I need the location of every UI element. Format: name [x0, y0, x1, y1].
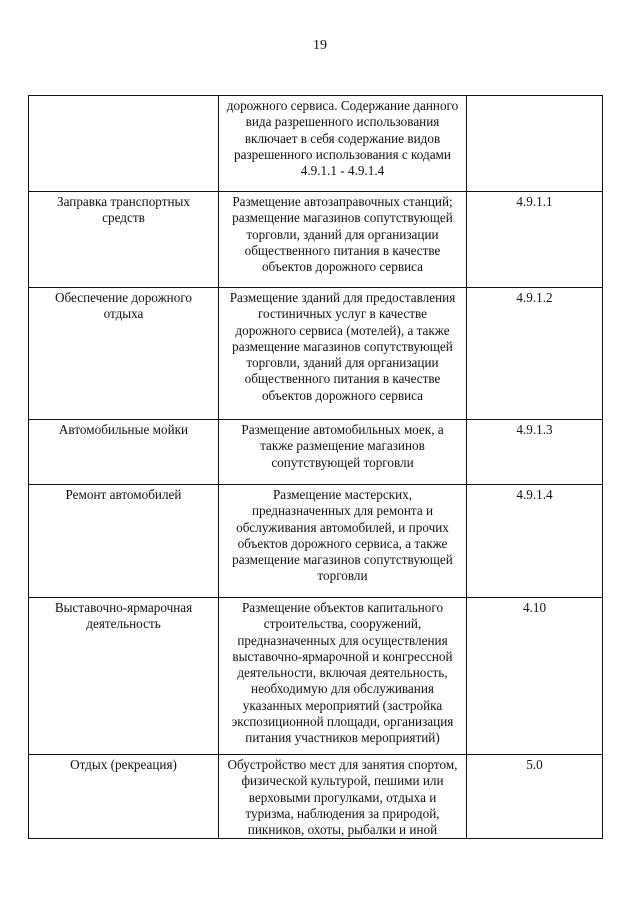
- use-name-cell: Отдых (рекреация): [29, 755, 219, 839]
- use-description-cell: Размещение автозаправочных станций; размещение магазинов сопутствующей торговли, зданий для организации общественного питания в качестве объектов дорожного сервиса: [219, 192, 467, 288]
- use-description-cell: Размещение объектов капитального строительства, сооружений, предназначенных для осуществления выставочно-ярмарочной и конгрессной деятельности, включая деятельность, необходимую для обслуживания указанных мероприятий (застройка экспозиционной площади, организация питания участников мероприятий): [219, 598, 467, 755]
- use-description-cell: дорожного сервиса. Содержание данного вида разрешенного использования включает в себя содержание видов разрешенного использования с кодами 4.9.1.1 - 4.9.1.4: [219, 96, 467, 192]
- use-name-cell: Выставочно-ярмарочная деятельность: [29, 598, 219, 755]
- use-name-cell: Обеспечение дорожного отдыха: [29, 288, 219, 420]
- table-row: [29, 755, 603, 839]
- use-code-cell: 4.10: [467, 598, 603, 755]
- use-description-cell: Размещение автомобильных моек, а также размещение магазинов сопутствующей торговли: [219, 420, 467, 485]
- table-row: [29, 420, 603, 485]
- use-code-cell: 5.0: [467, 755, 603, 839]
- use-name-cell: Автомобильные мойки: [29, 420, 219, 485]
- use-code-cell: 4.9.1.1: [467, 192, 603, 288]
- use-name-cell: [29, 96, 219, 192]
- use-code-cell: 4.9.1.3: [467, 420, 603, 485]
- use-code-cell: [467, 96, 603, 192]
- table-row: [29, 598, 603, 755]
- use-code-cell: 4.9.1.4: [467, 485, 603, 598]
- use-description-cell: Размещение зданий для предоставления гостиничных услуг в качестве дорожного сервиса (мотелей), а также размещение магазинов сопутствующей торговли, зданий для организации общественного питания в качестве объектов дорожного сервиса: [219, 288, 467, 420]
- land-use-table: [28, 95, 603, 839]
- use-name-cell: Заправка транспортных средств: [29, 192, 219, 288]
- page-number: 19: [313, 38, 327, 53]
- table-row: [29, 485, 603, 598]
- use-description-cell: Обустройство мест для занятия спортом, физической культурой, пешими или верховыми прогулками, отдыха и туризма, наблюдения за природой, пикников, охоты, рыбалки и иной: [219, 755, 467, 839]
- use-code-cell: 4.9.1.2: [467, 288, 603, 420]
- table-row: [29, 96, 603, 192]
- table-row: [29, 192, 603, 288]
- use-name-cell: Ремонт автомобилей: [29, 485, 219, 598]
- use-description-cell: Размещение мастерских, предназначенных для ремонта и обслуживания автомобилей, и прочих объектов дорожного сервиса, а также размещение магазинов сопутствующей торговли: [219, 485, 467, 598]
- table-row: [29, 288, 603, 420]
